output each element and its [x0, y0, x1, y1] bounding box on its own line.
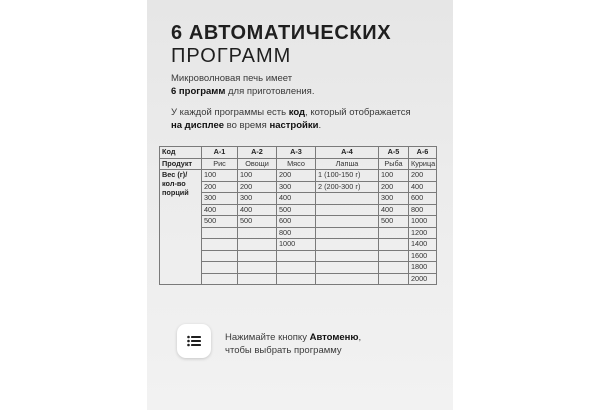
- table-row: [160, 170, 437, 182]
- weight-cell: [277, 262, 316, 274]
- hint-b: Автоменю: [309, 332, 359, 343]
- intro-p2-a: У каждой программы есть: [171, 107, 289, 118]
- weight-cell: [238, 273, 277, 285]
- product-cell: Рыба: [379, 158, 409, 170]
- weight-cell: [202, 273, 238, 285]
- code-cell: A-2: [238, 147, 277, 159]
- table-row: [160, 204, 437, 216]
- weight-cell: [379, 273, 409, 285]
- code-cell: A-4: [316, 147, 379, 159]
- weight-cell: 400: [238, 204, 277, 216]
- product-cell: Рис: [202, 158, 238, 170]
- weight-cell: [238, 262, 277, 274]
- weight-cell: [238, 227, 277, 239]
- weight-cell: 100: [379, 170, 409, 182]
- weight-cell: 2000: [409, 273, 437, 285]
- weight-cell: 500: [238, 216, 277, 228]
- weight-cell: [316, 262, 379, 274]
- intro-p1-bold: 6 программ: [171, 85, 226, 97]
- product-cell: Курица: [409, 158, 437, 170]
- product-row: [160, 158, 437, 170]
- intro-p2-f: настройки: [269, 119, 319, 131]
- product-header: Продукт: [160, 158, 202, 170]
- intro-p2-c: , который отображается: [305, 107, 411, 118]
- hint-c: ,: [358, 332, 362, 343]
- weight-cell: 2 (200-300 г): [316, 181, 379, 193]
- weight-cell: [316, 273, 379, 285]
- weight-cell: 800: [277, 227, 316, 239]
- weight-cell: 200: [238, 181, 277, 193]
- weight-cell: 600: [277, 216, 316, 228]
- intro-paragraph-2: [171, 107, 441, 132]
- weight-cell: [316, 250, 379, 262]
- intro-text: [171, 73, 441, 141]
- title-line-2: ПРОГРАММ: [171, 45, 292, 67]
- hint-d: чтобы выбрать программу: [225, 344, 342, 356]
- weight-cell: 300: [379, 193, 409, 205]
- table-row: [160, 216, 437, 228]
- program-codes-table: [159, 146, 437, 285]
- weight-cell: [379, 239, 409, 251]
- weight-cell: 200: [379, 181, 409, 193]
- weight-cell: [202, 239, 238, 251]
- manual-page: [147, 0, 453, 410]
- weight-cell: [277, 273, 316, 285]
- code-cell: A-1: [202, 147, 238, 159]
- weight-cell: [316, 204, 379, 216]
- code-header: Код: [160, 147, 202, 159]
- code-cell: A-3: [277, 147, 316, 159]
- weight-cell: 1000: [277, 239, 316, 251]
- weight-cell: 200: [409, 170, 437, 182]
- weight-cell: 400: [409, 181, 437, 193]
- weight-cell: 400: [379, 204, 409, 216]
- weight-cell: 800: [409, 204, 437, 216]
- weight-cell: 1 (100-150 г): [316, 170, 379, 182]
- hint-a: Нажимайте кнопку: [225, 332, 310, 343]
- intro-paragraph-1: [171, 73, 441, 98]
- intro-p2-d: на дисплее: [171, 119, 225, 131]
- intro-p2-e: во время: [224, 119, 270, 131]
- product-cell: Лапша: [316, 158, 379, 170]
- weight-cell: 600: [409, 193, 437, 205]
- table-row: [160, 250, 437, 262]
- weight-cell: [316, 239, 379, 251]
- intro-p1-tail: для приготовления.: [225, 85, 315, 97]
- weight-cell: [202, 227, 238, 239]
- weight-cell: 100: [202, 170, 238, 182]
- weight-cell: [379, 227, 409, 239]
- weight-cell: 300: [277, 181, 316, 193]
- page-title: [171, 22, 391, 68]
- weight-cell: [238, 239, 277, 251]
- weight-cell: 1600: [409, 250, 437, 262]
- product-cell: Мясо: [277, 158, 316, 170]
- weight-cell: [202, 250, 238, 262]
- weight-cell: 500: [379, 216, 409, 228]
- weight-cell: [316, 216, 379, 228]
- product-cell: Овощи: [238, 158, 277, 170]
- code-cell: A-5: [379, 147, 409, 159]
- weight-cell: 500: [202, 216, 238, 228]
- intro-p2-b: код: [288, 107, 306, 118]
- weight-cell: 400: [202, 204, 238, 216]
- weight-cell: 300: [238, 193, 277, 205]
- weight-cell: 1800: [409, 262, 437, 274]
- intro-p1-text: Микроволновая печь имеет: [171, 73, 293, 84]
- code-cell: A-6: [409, 147, 437, 159]
- weight-cell: 200: [202, 181, 238, 193]
- weight-cell: [316, 193, 379, 205]
- table-row: [160, 273, 437, 285]
- weight-cell: [277, 250, 316, 262]
- weight-cell: [316, 227, 379, 239]
- weight-cell: 100: [238, 170, 277, 182]
- code-row: [160, 147, 437, 159]
- weight-cell: 1200: [409, 227, 437, 239]
- weight-cell: 400: [277, 193, 316, 205]
- weight-cell: [379, 250, 409, 262]
- weight-cell: 1000: [409, 216, 437, 228]
- table-row: [160, 262, 437, 274]
- weight-cell: 200: [277, 170, 316, 182]
- table-row: [160, 181, 437, 193]
- weight-cell: [202, 262, 238, 274]
- auto-menu-hint: [225, 332, 425, 357]
- weight-cell: [238, 250, 277, 262]
- list-icon: [187, 335, 201, 347]
- intro-p2-g: .: [318, 119, 322, 131]
- weight-cell: 300: [202, 193, 238, 205]
- table-row: [160, 193, 437, 205]
- weight-cell: 500: [277, 204, 316, 216]
- weight-header: Вес (г)/ кол-во порций: [160, 170, 202, 285]
- title-line-1: 6 АВТОМАТИЧЕСКИХ: [171, 22, 392, 44]
- weight-cell: 1400: [409, 239, 437, 251]
- weight-cell: [379, 262, 409, 274]
- table-row: [160, 239, 437, 251]
- table-row: [160, 227, 437, 239]
- auto-menu-button[interactable]: [177, 324, 211, 358]
